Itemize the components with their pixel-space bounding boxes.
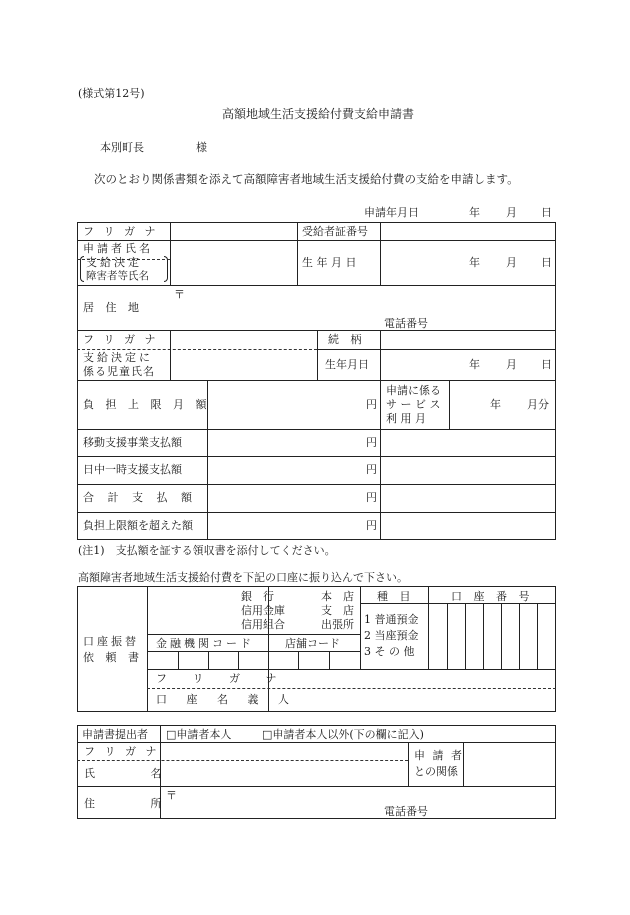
submitter-address-field[interactable] bbox=[162, 788, 554, 817]
account-holder-field[interactable] bbox=[270, 690, 554, 710]
service-month-label-2: サ ー ビ ス bbox=[386, 398, 441, 411]
daytime-support-label: 日中一時支援支払額 bbox=[83, 463, 182, 476]
submitter-name-field[interactable] bbox=[162, 762, 406, 784]
kind-current[interactable]: 2 当座預金 bbox=[364, 629, 419, 642]
kind-other[interactable]: 3 そ の 他 bbox=[364, 645, 415, 658]
applicant-name-label: 申請者氏名 bbox=[83, 242, 153, 255]
excess-amount-label: 負担上限額を超えた額 bbox=[83, 519, 193, 532]
child-furigana-field[interactable] bbox=[172, 332, 315, 347]
submitter-phone-label: 電話番号 bbox=[384, 805, 428, 818]
account-kind-label: 種 目 bbox=[377, 590, 415, 603]
bank-intro: 高額障害者地域生活支援給付費を下記の口座に振り込んで下さい。 bbox=[78, 571, 408, 584]
branch-type-main: 本 店 bbox=[321, 590, 354, 603]
applicant-furigana-field[interactable] bbox=[172, 224, 295, 238]
bank-name-field[interactable] bbox=[149, 588, 237, 632]
mobility-support-yen: 円 bbox=[366, 436, 377, 449]
child-birth-day: 日 bbox=[541, 358, 552, 371]
bank-code-label: 金融機関コード bbox=[156, 637, 254, 650]
mobility-support-field[interactable] bbox=[209, 431, 364, 454]
daytime-support-field[interactable] bbox=[209, 458, 364, 482]
addressee-suffix: 様 bbox=[196, 141, 207, 154]
total-payment-yen: 円 bbox=[366, 491, 377, 504]
relation-to-applicant-field[interactable] bbox=[465, 744, 554, 784]
submitter-option-other[interactable]: □申請者本人以外(下の欄に記入) bbox=[262, 728, 424, 741]
bank-section-label-1: 口座振替 bbox=[83, 635, 139, 648]
submitter-furigana-label: フ リ ガ ナ bbox=[84, 745, 160, 758]
bank-type-shinkin: 信用金庫 bbox=[241, 604, 285, 617]
recipient-cert-field[interactable] bbox=[382, 224, 554, 238]
daytime-support-yen: 円 bbox=[366, 463, 377, 476]
code-digits-field[interactable] bbox=[149, 652, 358, 668]
holder-furigana-label: フ リ ガ ナ bbox=[156, 672, 288, 685]
burden-limit-yen: 円 bbox=[366, 398, 377, 411]
child-name-label-1: 支給決定に bbox=[83, 351, 153, 364]
burden-limit-label: 負 担 上 限 月 額 bbox=[83, 398, 211, 411]
applicant-birth-label: 生 年 月 日 bbox=[302, 256, 357, 269]
addressee: 本別町長 bbox=[100, 141, 144, 154]
relation-field[interactable] bbox=[382, 332, 554, 347]
receipt-note: (注1) 支払額を証する領収書を添付してください。 bbox=[78, 544, 336, 557]
holder-furigana-field[interactable] bbox=[270, 671, 554, 686]
submitter-name-label: 氏 名 bbox=[84, 767, 162, 780]
submitter-option-self[interactable]: □申請者本人 bbox=[166, 728, 232, 741]
relation-label: 続 柄 bbox=[328, 333, 366, 346]
application-year: 年 bbox=[469, 206, 480, 219]
branch-code-label: 店舗コード bbox=[285, 637, 340, 650]
residence-label: 居 住 地 bbox=[83, 301, 143, 314]
branch-name-field[interactable] bbox=[270, 588, 318, 632]
applicant-furigana-label: フ リ ガ ナ bbox=[83, 225, 159, 238]
account-holder-label: 口 座 名 義 人 bbox=[156, 693, 297, 706]
support-decision-label: 支給決定 bbox=[86, 256, 142, 269]
applicant-birth-year: 年 bbox=[469, 256, 480, 269]
service-month-label-1: 申請に係る bbox=[386, 384, 441, 397]
application-month: 月 bbox=[506, 206, 517, 219]
service-year: 年 bbox=[490, 398, 501, 411]
application-date-label: 申請年月日 bbox=[364, 206, 419, 219]
bank-type-kumiai: 信用組合 bbox=[241, 618, 285, 631]
bank-type-bank: 銀 行 bbox=[241, 590, 274, 603]
bank-section-label-2: 依 頼 書 bbox=[83, 651, 143, 664]
applicant-postal-mark: 〒 bbox=[174, 288, 185, 301]
burden-limit-field[interactable] bbox=[209, 382, 364, 427]
branch-type-branch: 支 店 bbox=[321, 604, 354, 617]
submitter-postal-mark: 〒 bbox=[166, 789, 177, 802]
recipient-cert-label: 受給者証番号 bbox=[302, 225, 368, 238]
submitter-label: 申請書提出者 bbox=[82, 728, 148, 741]
intro-text: 次のとおり関係書類を添えて高額障害者地域生活支援給付費の支給を申請します。 bbox=[94, 172, 519, 186]
branch-type-office: 出張所 bbox=[321, 618, 354, 631]
child-furigana-label: フ リ ガ ナ bbox=[83, 333, 159, 346]
kind-ordinary[interactable]: 1 普通預金 bbox=[364, 613, 419, 626]
applicant-birth-day: 日 bbox=[541, 256, 552, 269]
service-month-suffix: 月分 bbox=[527, 398, 549, 411]
service-month-label-3: 利 用 月 bbox=[386, 412, 426, 425]
child-name-label-2: 係る児童氏名 bbox=[83, 365, 155, 378]
child-name-field[interactable] bbox=[172, 351, 315, 378]
relation-to-applicant-label-1: 申 請 者 bbox=[414, 749, 464, 762]
applicant-phone-label: 電話番号 bbox=[384, 317, 428, 330]
relation-to-applicant-label-2: との関係 bbox=[414, 765, 458, 778]
submitter-furigana-field[interactable] bbox=[162, 744, 406, 758]
mobility-support-label: 移動支援事業支払額 bbox=[83, 436, 182, 449]
child-birth-year: 年 bbox=[469, 358, 480, 371]
residence-field[interactable] bbox=[172, 287, 554, 328]
child-birth-label: 生年月日 bbox=[325, 358, 369, 371]
excess-amount-yen: 円 bbox=[366, 519, 377, 532]
child-birth-month: 月 bbox=[506, 358, 517, 371]
total-payment-label: 合 計 支 払 額 bbox=[83, 491, 197, 504]
excess-amount-field[interactable] bbox=[209, 514, 364, 538]
applicant-birth-month: 月 bbox=[506, 256, 517, 269]
form-number: (様式第12号) bbox=[78, 87, 145, 100]
disabled-person-name-label: 障害者等氏名 bbox=[86, 270, 149, 282]
account-number-label: 口 座 番 号 bbox=[451, 590, 534, 603]
total-payment-field[interactable] bbox=[209, 486, 364, 510]
page-title: 高額地域生活支援給付費支給申請書 bbox=[222, 107, 415, 121]
account-number-field[interactable] bbox=[429, 604, 555, 668]
application-day: 日 bbox=[541, 206, 552, 219]
applicant-name-field[interactable] bbox=[172, 242, 295, 283]
submitter-address-label: 住 所 bbox=[84, 797, 162, 810]
